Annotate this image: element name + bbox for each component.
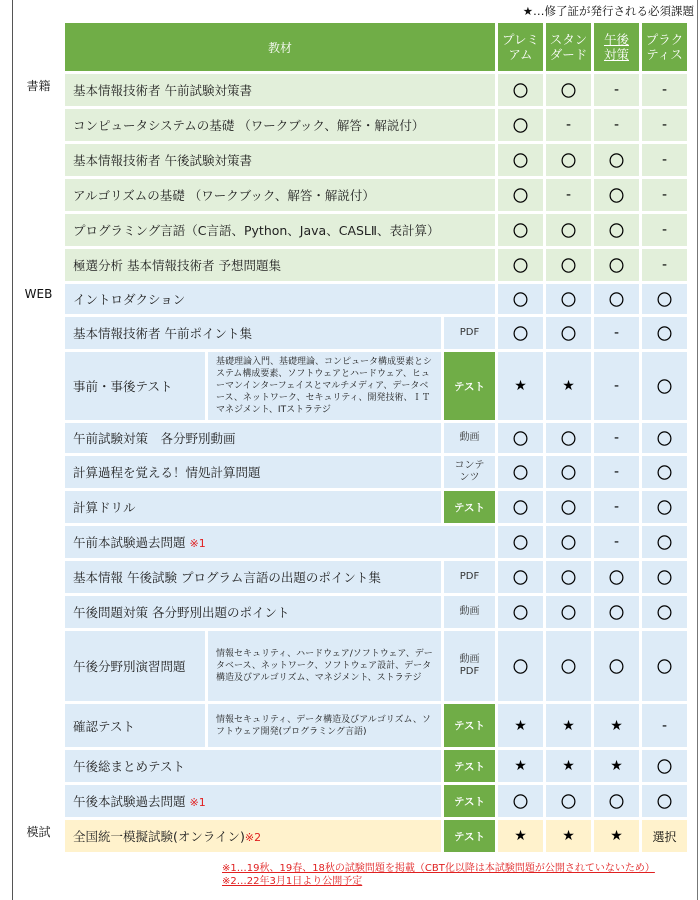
book-row [15,109,687,141]
test-button[interactable]: テスト [444,785,495,817]
material-title: 極選分析 基本情報技術者 予想問題集 [65,249,495,281]
available-mark: 〇 [594,214,639,246]
plan-header [594,23,639,71]
footnote-1: ※1…19秋、19春、18秋の試験問題を掲載（CBT化以降は本試験問題が公開されていないため） [222,863,655,874]
available-mark: 〇 [498,109,543,141]
material-title: イントロダクション [73,292,186,307]
material-title: 確認テスト [73,718,136,734]
material-title: 全国統一模擬試験(オンライン) [73,829,245,844]
footnote-ref: ※1 [189,796,206,809]
unavailable-mark: - [594,456,639,488]
book-row [15,249,687,281]
material-title: 基本情報技術者 午前ポイント集 [73,326,252,341]
web-row [15,526,687,558]
web-row [15,423,687,453]
footnote-2: ※2…22年3月1日より公開予定 [222,876,363,887]
available-mark: 〇 [642,596,687,628]
available-mark: 〇 [546,631,591,701]
web-row [15,317,687,349]
available-mark: 〇 [546,317,591,349]
unavailable-mark: - [546,179,591,211]
available-mark: 〇 [546,284,591,314]
test-button[interactable]: テスト [444,352,495,420]
format-tag-line: 動画 [459,606,480,617]
available-mark: 〇 [546,561,591,593]
available-mark: 〇 [642,456,687,488]
unavailable-mark: - [642,704,687,747]
available-mark: 〇 [642,317,687,349]
available-mark: 〇 [546,456,591,488]
material-title-cell [65,526,495,558]
material-title: 基本情報技術者 午後試験対策書 [65,144,495,176]
available-mark: 〇 [498,284,543,314]
material-title-cell [65,284,495,314]
available-mark: 〇 [498,785,543,817]
material-title: プログラミング言語（C言語、Python、Java、CASLⅡ、表計算） [65,214,495,246]
plan-header [498,23,543,71]
material-title: 午前試験対策 各分野別動画 [73,431,236,446]
required-star-mark: ★ [594,820,639,852]
format-tag-line: コンテ [454,460,485,471]
plan-header [642,23,687,71]
materials-table [12,20,690,855]
plan-header-line: ティス [646,47,683,62]
material-title-cell [65,704,205,747]
unavailable-mark: - [642,249,687,281]
required-star-mark: ★ [498,750,543,782]
format-tag-line: PDF [459,327,480,338]
required-star-mark: ★ [546,352,591,420]
material-title: 午後本試験過去問題 [73,794,186,809]
format-tag [444,561,495,593]
available-mark: 〇 [498,74,543,106]
material-title-cell [65,631,205,701]
book-row [15,214,687,246]
material-header: 教材 [65,23,495,71]
required-star-mark: ★ [498,820,543,852]
format-tag-line: PDF [459,666,480,677]
plan-header [546,23,591,71]
format-tag-line: ンツ [459,472,480,483]
web-row [15,631,687,701]
material-title-cell [65,317,441,349]
available-mark: 〇 [498,631,543,701]
plan-header-line: 午後 [603,32,629,47]
material-description: 情報セキュリティ、データ構造及びアルゴリズム、ソフトウェア開発(プログラミング言語) [208,704,441,747]
unavailable-mark: - [546,109,591,141]
available-mark: 〇 [498,456,543,488]
material-title: 計算ドリル [73,500,136,515]
available-mark: 〇 [498,144,543,176]
category-mock: 模試 [15,820,62,852]
web-row [15,704,687,747]
format-tag-line: 動画 [459,432,480,443]
plan-header-line: スタン [549,32,588,47]
available-mark: 〇 [498,526,543,558]
format-tag [444,456,495,488]
available-mark: 〇 [498,179,543,211]
material-title: 基本情報 午後試験 プログラム言語の出題のポイント集 [73,570,381,585]
web-row [15,785,687,817]
test-button[interactable]: テスト [444,491,495,523]
available-mark: 〇 [498,249,543,281]
footnotes [222,862,655,888]
available-mark: 〇 [594,785,639,817]
material-title-cell [65,423,441,453]
available-mark: 〇 [546,526,591,558]
unavailable-mark: - [642,144,687,176]
unavailable-mark: - [642,214,687,246]
legend-note: ★…修了証が発行される必須課題 [522,4,694,18]
available-mark: 〇 [594,561,639,593]
material-title-cell [65,785,441,817]
available-mark: 〇 [594,179,639,211]
material-title: コンピュータシステムの基礎 （ワークブック、解答・解説付） [65,109,495,141]
web-row [15,352,687,420]
book-row [15,74,687,106]
available-mark: 〇 [594,284,639,314]
available-mark: 〇 [594,249,639,281]
header-blank [15,23,62,71]
material-title-cell [65,352,205,420]
material-title-cell [65,561,441,593]
format-tag-line: 動画 [459,654,480,665]
material-title: 午前本試験過去問題 [73,535,186,550]
unavailable-mark: - [594,109,639,141]
available-mark: 〇 [594,596,639,628]
available-mark: 〇 [594,144,639,176]
book-row [15,179,687,211]
available-mark: 〇 [546,144,591,176]
unavailable-mark: - [642,74,687,106]
format-tag [444,596,495,628]
available-mark: 〇 [498,561,543,593]
material-description: 情報セキュリティ、ハードウェア/ソフトウェア、データベース、ネットワーク、ソフトウェア設計、データ構造及びアルゴリズム、マネジメント、ストラテジ [208,631,441,701]
available-mark: 〇 [642,526,687,558]
required-star-mark: ★ [594,750,639,782]
material-title: 計算過程を覚える！情処計算問題 [73,465,261,480]
available-mark: 〇 [546,249,591,281]
mock-row [15,820,687,852]
material-title-cell [65,456,441,488]
available-mark: 〇 [642,423,687,453]
available-mark: 〇 [546,596,591,628]
material-title: アルゴリズムの基礎 （ワークブック、解答・解説付） [65,179,495,211]
unavailable-mark: - [594,352,639,420]
unavailable-mark: - [594,423,639,453]
test-button[interactable]: テスト [444,750,495,782]
available-mark: 〇 [498,491,543,523]
web-row [15,596,687,628]
available-mark: 〇 [498,214,543,246]
material-title: 基本情報技術者 午前試験対策書 [65,74,495,106]
format-tag [444,631,495,701]
available-mark: 〇 [546,785,591,817]
unavailable-mark: - [594,74,639,106]
available-mark: 〇 [642,491,687,523]
available-mark: 〇 [498,596,543,628]
unavailable-mark: - [642,109,687,141]
required-star-mark: ★ [498,352,543,420]
required-star-mark: ★ [498,704,543,747]
selectable-mark: 選択 [642,820,687,852]
available-mark: 〇 [594,631,639,701]
category-web: WEB [15,284,62,817]
required-star-mark: ★ [594,704,639,747]
material-title: 午後総まとめテスト [73,759,186,774]
available-mark: 〇 [546,423,591,453]
required-star-mark: ★ [546,750,591,782]
test-button[interactable]: テスト [444,820,495,852]
test-button[interactable]: テスト [444,704,495,747]
available-mark: 〇 [642,631,687,701]
plan-header-line: 対策 [603,47,629,62]
required-star-mark: ★ [546,820,591,852]
material-title: 午後問題対策 各分野別出題のポイント [73,605,290,620]
header-row [15,23,687,71]
available-mark: 〇 [498,423,543,453]
plan-header-line: プラク [645,32,684,47]
available-mark: 〇 [642,352,687,420]
unavailable-mark: - [594,526,639,558]
web-row [15,561,687,593]
book-row [15,144,687,176]
web-row [15,750,687,782]
available-mark: 〇 [546,74,591,106]
material-title-cell [65,491,441,523]
available-mark: 〇 [546,214,591,246]
unavailable-mark: - [594,491,639,523]
web-row [15,284,687,314]
plan-header-line: プレミ [501,32,539,47]
available-mark: 〇 [642,561,687,593]
web-row [15,456,687,488]
plan-header-line: ダード [549,47,588,62]
material-title-cell [65,750,441,782]
table-body [15,23,687,852]
available-mark: 〇 [642,284,687,314]
right-border [697,0,698,900]
available-mark: 〇 [546,491,591,523]
unavailable-mark: - [594,317,639,349]
format-tag [444,423,495,453]
category-book: 書籍 [15,74,62,281]
required-star-mark: ★ [546,704,591,747]
material-title: 事前・事後テスト [73,379,173,394]
plan-header-line: アム [508,47,533,62]
web-row [15,491,687,523]
unavailable-mark: - [642,179,687,211]
available-mark: 〇 [642,750,687,782]
material-title: 午後分野別演習問題 [73,659,186,674]
available-mark: 〇 [498,317,543,349]
format-tag-line: PDF [459,571,480,582]
footnote-ref: ※1 [189,537,206,550]
material-title-cell [65,820,441,852]
format-tag [444,317,495,349]
footnote-ref: ※2 [244,831,262,844]
material-title-cell [65,596,441,628]
material-description: 基礎理論入門、基礎理論、コンピュータ構成要素とシステム構成要素、ソフトウェアとハードウェア、ヒューマンインターフェイスとマルチメディア、データベース、ネットワーク、セキュリティ、開発技術、ＩＴマネジメント、ITストラテジ [208,352,441,420]
available-mark: 〇 [642,785,687,817]
